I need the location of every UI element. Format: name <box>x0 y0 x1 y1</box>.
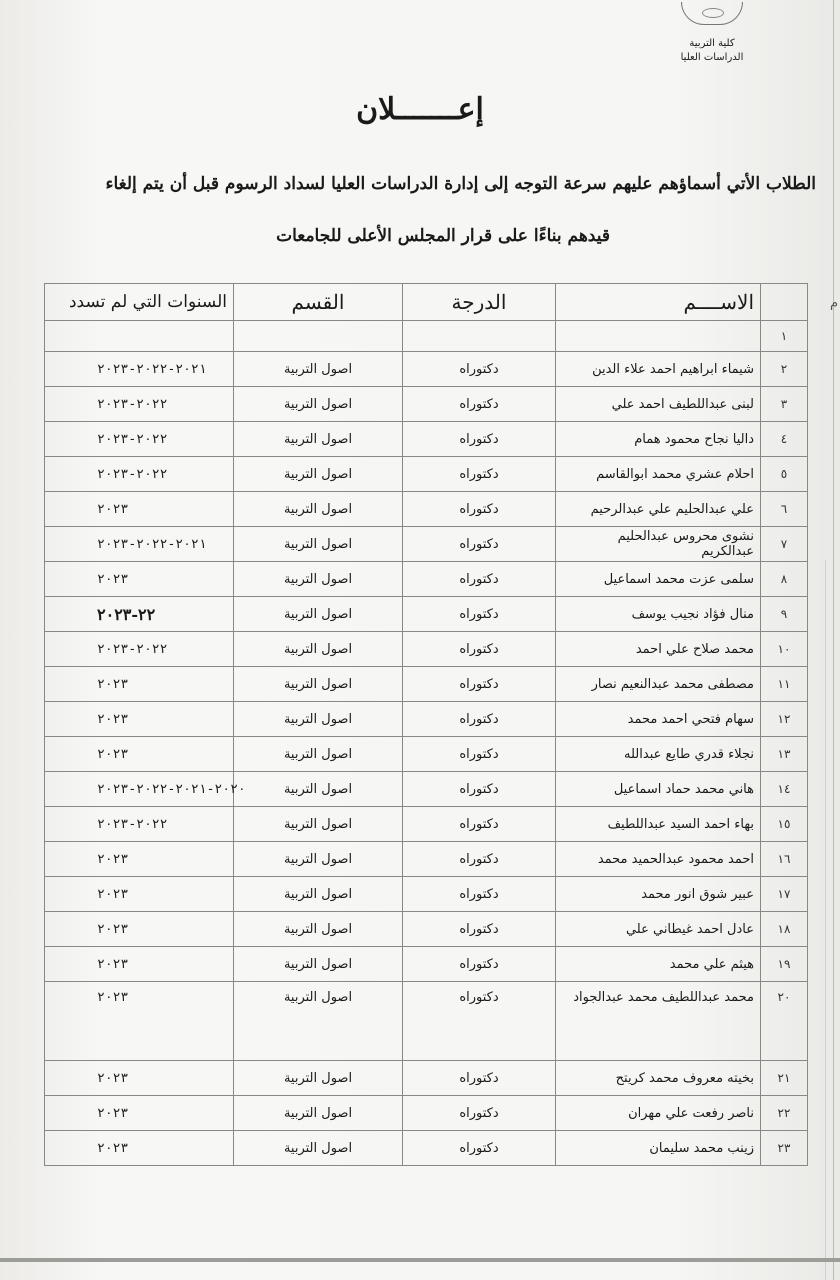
student-name: سهام فتحي احمد محمد <box>556 702 761 737</box>
unpaid-years-cell: ٢٠٢٣ <box>45 737 234 772</box>
department-name: الدراسات العليا <box>680 52 744 63</box>
row-number: ٩ <box>761 597 808 632</box>
unpaid-years-cell: ٢٠٢٢-٢٠٢٣ <box>45 422 234 457</box>
unpaid-years-cell: ٢٠٢٣ <box>45 1061 234 1096</box>
row-number: ٧ <box>761 527 808 562</box>
row-number: ١٠ <box>761 632 808 667</box>
student-name: محمد عبداللطيف محمد عبدالجواد <box>556 982 761 1061</box>
student-name: مصطفى محمد عبدالنعيم نصار <box>556 667 761 702</box>
table-row <box>45 632 808 667</box>
degree-cell: دكتوراه <box>403 912 556 947</box>
row-number: ١٥ <box>761 807 808 842</box>
table-row <box>45 772 808 807</box>
department-cell: اصول التربية <box>234 457 403 492</box>
unpaid-years-cell <box>45 321 234 352</box>
unpaid-years-cell: ٢٠٢١-٢٠٢٢-٢٠٢٣ <box>45 352 234 387</box>
department-cell: اصول التربية <box>234 527 403 562</box>
department-cell: اصول التربية <box>234 912 403 947</box>
student-name: شيماء ابراهيم احمد علاء الدين <box>556 352 761 387</box>
unpaid-years-cell: ٢٠٢٣ <box>45 667 234 702</box>
row-number: ٢١ <box>761 1061 808 1096</box>
table-row <box>45 912 808 947</box>
row-number: ٢٣ <box>761 1131 808 1166</box>
row-number: ٢٢ <box>761 1096 808 1131</box>
university-seal-icon <box>681 2 743 25</box>
degree-cell: دكتوراه <box>403 422 556 457</box>
table-row <box>45 597 808 632</box>
table-row <box>45 352 808 387</box>
unpaid-years-cell: ٢٠٢٣ <box>45 562 234 597</box>
department-cell: اصول التربية <box>234 702 403 737</box>
student-name: لبنى عبداللطيف احمد علي <box>556 387 761 422</box>
student-name: هاني محمد حماد اسماعيل <box>556 772 761 807</box>
unpaid-years-cell: ٢٠٢٢-٢٠٢٣ <box>45 387 234 422</box>
degree-cell: دكتوراه <box>403 1096 556 1131</box>
header-num <box>761 284 808 321</box>
row-number: ١ <box>761 321 808 352</box>
header-department: القسم <box>234 284 403 321</box>
degree-cell: دكتوراه <box>403 457 556 492</box>
row-number: ٢ <box>761 352 808 387</box>
degree-cell <box>403 321 556 352</box>
unpaid-years-cell: ٢٠٢٣ <box>45 947 234 982</box>
table-row <box>45 737 808 772</box>
table-row <box>45 422 808 457</box>
department-cell: اصول التربية <box>234 632 403 667</box>
department-cell: اصول التربية <box>234 737 403 772</box>
department-cell <box>234 321 403 352</box>
unpaid-years-cell: ٢٠٢٣ <box>45 912 234 947</box>
table-row <box>45 492 808 527</box>
department-cell: اصول التربية <box>234 667 403 702</box>
student-name: احلام عشري محمد ابوالقاسم <box>556 457 761 492</box>
row-number: ٢٠ <box>761 982 808 1061</box>
students-table <box>44 283 808 1166</box>
row-number: ٣ <box>761 387 808 422</box>
degree-cell: دكتوراه <box>403 387 556 422</box>
unpaid-years-cell: ٢٠٢٢-٢٠٢٣ <box>45 632 234 667</box>
table-header-row <box>45 284 808 321</box>
table-row <box>45 321 808 352</box>
table-row <box>45 562 808 597</box>
student-name: احمد محمود عبدالحميد محمد <box>556 842 761 877</box>
department-cell: اصول التربية <box>234 387 403 422</box>
student-name: بهاء احمد السيد عبداللطيف <box>556 807 761 842</box>
page-edge-line <box>825 560 826 1280</box>
department-cell: اصول التربية <box>234 1131 403 1166</box>
degree-cell: دكتوراه <box>403 597 556 632</box>
department-cell: اصول التربية <box>234 1096 403 1131</box>
department-cell: اصول التربية <box>234 807 403 842</box>
degree-cell: دكتوراه <box>403 527 556 562</box>
degree-cell: دكتوراه <box>403 772 556 807</box>
row-number: ١٦ <box>761 842 808 877</box>
degree-cell: دكتوراه <box>403 807 556 842</box>
row-number: ١٣ <box>761 737 808 772</box>
unpaid-years-cell: ٢٠٢١-٢٠٢٢-٢٠٢٣ <box>45 527 234 562</box>
student-name: نشوى محروس عبدالحليم عبدالكريم <box>556 527 761 562</box>
degree-cell: دكتوراه <box>403 737 556 772</box>
degree-cell: دكتوراه <box>403 632 556 667</box>
degree-cell: دكتوراه <box>403 1061 556 1096</box>
row-number: ١٧ <box>761 877 808 912</box>
unpaid-years-cell: ٢٠٢٢-٢٠٢٣ <box>45 807 234 842</box>
degree-cell: دكتوراه <box>403 352 556 387</box>
degree-cell: دكتوراه <box>403 702 556 737</box>
unpaid-years-cell: ٢٠٢٣ <box>45 1096 234 1131</box>
department-cell: اصول التربية <box>234 562 403 597</box>
table-row <box>45 702 808 737</box>
degree-cell: دكتوراه <box>403 1131 556 1166</box>
header-years: السنوات التي لم تسدد <box>45 284 234 321</box>
unpaid-years-cell: ٢٠٢٣ <box>45 492 234 527</box>
department-cell: اصول التربية <box>234 842 403 877</box>
unpaid-years-cell: ٢٠٢٠-٢٠٢١-٢٠٢٢-٢٠٢٣ <box>45 772 234 807</box>
table-row <box>45 527 808 562</box>
table-row <box>45 1096 808 1131</box>
header-degree: الدرجة <box>403 284 556 321</box>
student-name: محمد صلاح علي احمد <box>556 632 761 667</box>
degree-cell: دكتوراه <box>403 667 556 702</box>
department-cell: اصول التربية <box>234 352 403 387</box>
department-cell: اصول التربية <box>234 772 403 807</box>
student-name: منال فؤاد نجيب يوسف <box>556 597 761 632</box>
column-number-header: م <box>829 296 838 311</box>
student-name: عبير شوق انور محمد <box>556 877 761 912</box>
table-row <box>45 947 808 982</box>
department-cell: اصول التربية <box>234 492 403 527</box>
table-row <box>45 807 808 842</box>
table-row <box>45 877 808 912</box>
table-row <box>45 387 808 422</box>
unpaid-years-cell: ٢٠٢٣ <box>45 1131 234 1166</box>
row-number: ٤ <box>761 422 808 457</box>
department-cell: اصول التربية <box>234 422 403 457</box>
department-cell: اصول التربية <box>234 877 403 912</box>
degree-cell: دكتوراه <box>403 562 556 597</box>
page-title: إعـــــــلان <box>356 92 484 127</box>
department-cell: اصول التربية <box>234 597 403 632</box>
table-row <box>45 667 808 702</box>
row-number: ١٢ <box>761 702 808 737</box>
college-name: كلية التربية <box>689 38 735 49</box>
intro-line-1: الطلاب الأتي أسماؤهم عليهم سرعة التوجه إلى إدارة الدراسات العليا لسداد الرسوم قبل أن يتم إلغاء <box>105 174 816 194</box>
intro-line-2: قيدهم بناءًا على قرار المجلس الأعلى للجامعات <box>276 226 610 246</box>
student-name: عادل احمد غيطاني علي <box>556 912 761 947</box>
row-number: ٥ <box>761 457 808 492</box>
degree-cell: دكتوراه <box>403 982 556 1061</box>
row-number: ١٩ <box>761 947 808 982</box>
table-row <box>45 1131 808 1166</box>
row-number: ١٨ <box>761 912 808 947</box>
degree-cell: دكتوراه <box>403 877 556 912</box>
unpaid-years-cell: ٢٠٢٣ <box>45 877 234 912</box>
header-name: الاســــم <box>556 284 761 321</box>
student-name: ناصر رفعت علي مهران <box>556 1096 761 1131</box>
unpaid-years-cell: ٢٠٢٢-٢٠٢٣ <box>45 457 234 492</box>
row-number: ٦ <box>761 492 808 527</box>
row-number: ١١ <box>761 667 808 702</box>
page-edge-line <box>833 0 834 1280</box>
table-row <box>45 982 808 1061</box>
letterhead <box>672 2 752 65</box>
student-name: علي عبدالحليم علي عبدالرحيم <box>556 492 761 527</box>
page-bottom-edge <box>0 1258 840 1262</box>
student-name: داليا نجاح محمود همام <box>556 422 761 457</box>
table-row <box>45 457 808 492</box>
table-row <box>45 1061 808 1096</box>
degree-cell: دكتوراه <box>403 492 556 527</box>
unpaid-years-cell: ٢٠٢٣ <box>45 702 234 737</box>
student-name: سلمى عزت محمد اسماعيل <box>556 562 761 597</box>
department-cell: اصول التربية <box>234 947 403 982</box>
student-name: هيثم علي محمد <box>556 947 761 982</box>
degree-cell: دكتوراه <box>403 842 556 877</box>
degree-cell: دكتوراه <box>403 947 556 982</box>
row-number: ٨ <box>761 562 808 597</box>
student-name: نجلاء قدري طايع عبدالله <box>556 737 761 772</box>
unpaid-years-cell: ٢٠٢٣ <box>45 982 234 1061</box>
department-cell: اصول التربية <box>234 1061 403 1096</box>
row-number: ١٤ <box>761 772 808 807</box>
unpaid-years-cell: ٢٢-٢٠٢٣ <box>45 597 234 632</box>
department-cell: اصول التربية <box>234 982 403 1061</box>
student-name: بخيته معروف محمد كريتح <box>556 1061 761 1096</box>
unpaid-years-cell: ٢٠٢٣ <box>45 842 234 877</box>
student-name: زينب محمد سليمان <box>556 1131 761 1166</box>
student-name <box>556 321 761 352</box>
table-row <box>45 842 808 877</box>
